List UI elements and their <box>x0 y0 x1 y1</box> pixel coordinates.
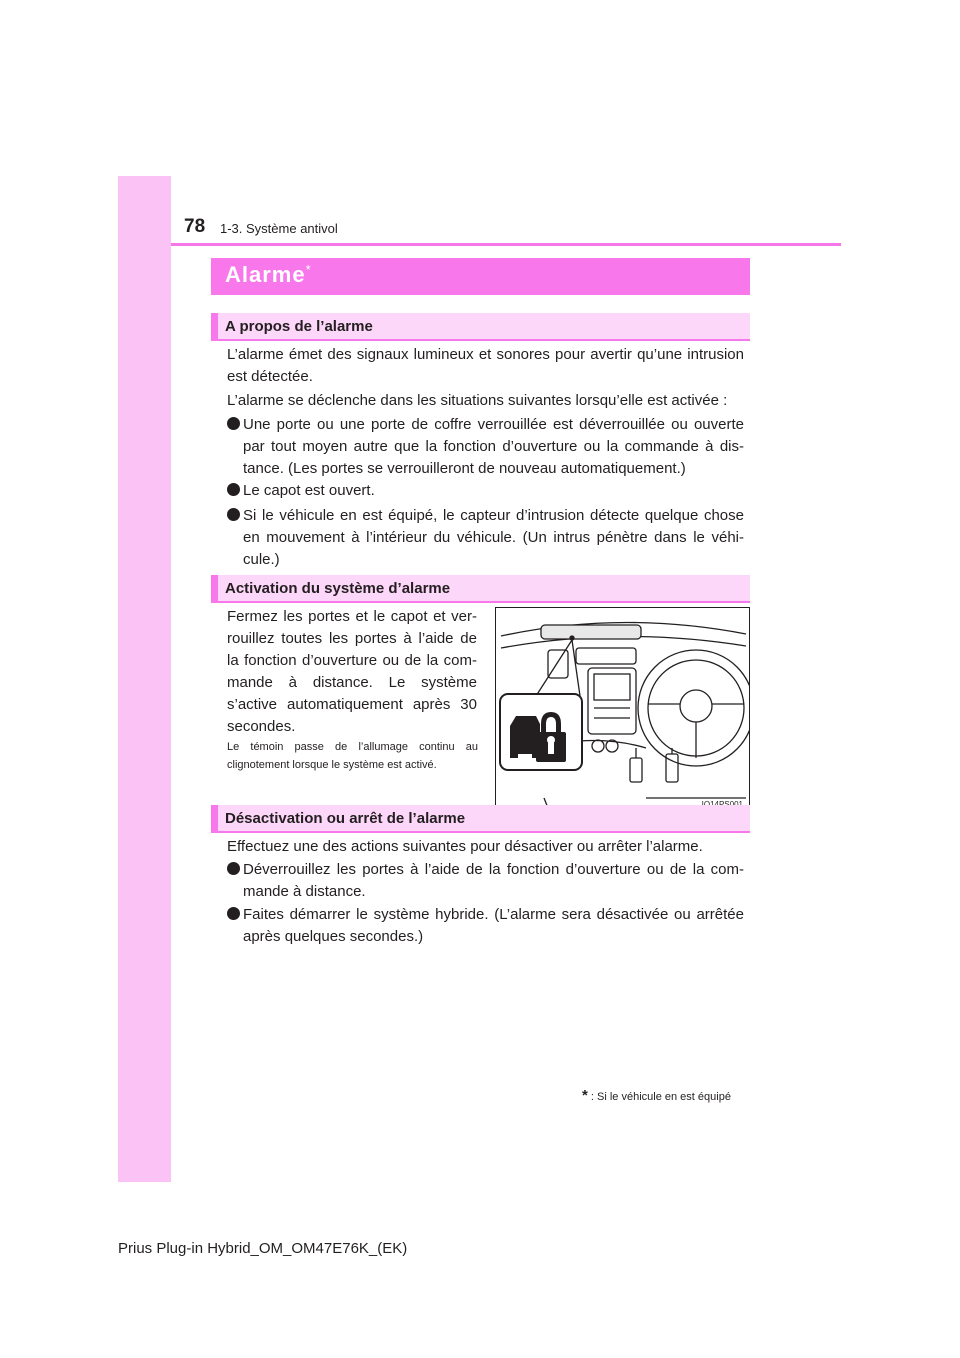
activation-text: Fermez les portes et le capot et ver-rouillez toutes les portes à l’aide de la fonction d’ouverture ou de la com-mande à distance. Le système s’active automatiquement après 30 secondes. <box>227 608 477 735</box>
subheading-deactivation <box>211 805 750 831</box>
footnote-asterisk: * <box>582 1087 588 1104</box>
title-bar <box>211 258 750 295</box>
footnote <box>582 1087 731 1104</box>
deactivation-bullet-2-text: Faites démarrer le système hybride. (L’alarme sera désactivée ou arrêtée après quelques secondes.) <box>243 906 744 945</box>
page-title-text: Alarme <box>225 262 306 287</box>
activation-note: Le témoin passe de l’allumage continu au clignotement lorsque le système est activé. <box>227 741 478 771</box>
page-number: 78 <box>184 216 206 237</box>
deactivation-bullet-1-text: Déverrouillez les portes à l’aide de la fonction d’ouverture ou de la com-mande à distance. <box>243 861 744 900</box>
side-tab <box>118 176 171 1182</box>
bullet-dot <box>227 417 240 430</box>
document-footer: Prius Plug-in Hybrid_OM_OM47E76K_(EK) <box>118 1240 408 1257</box>
subheading-about <box>211 313 750 339</box>
subheading-about-text: A propos de l’alarme <box>225 318 373 335</box>
dashboard-illustration <box>495 607 750 818</box>
about-bullet-2 <box>227 480 744 502</box>
about-bullet-1-text: Une porte ou une porte de coffre verrouillée est déverrouillée ou ouverte par tout moyen autre que la fonction d’ouverture ou la commande à dis-tance. (Les portes se verrouilleront de nouveau automatiquement.) <box>243 416 744 477</box>
subheading-deactivation-text: Désactivation ou arrêt de l’alarme <box>225 810 466 827</box>
subheading-activation-text: Activation du système d’alarme <box>225 580 451 597</box>
about-bullet-2-text: Le capot est ouvert. <box>243 482 375 499</box>
about-bullet-3-text: Si le véhicule en est équipé, le capteur d’intrusion détecte quelque chose en mouvement à l’intérieur du véhicule. (Un intrus pénètre dans le véhi-cule.) <box>243 507 744 568</box>
header-rule <box>171 243 841 246</box>
deactivation-bullet-1 <box>227 859 744 903</box>
about-bullet-3 <box>227 505 744 571</box>
about-lead: L’alarme se déclenche dans les situations suivantes lorsqu’elle est activée : <box>227 392 728 409</box>
footnote-text: : Si le véhicule en est équipé <box>590 1091 731 1103</box>
dashboard-drawing <box>496 608 749 817</box>
bullet-dot <box>227 862 240 875</box>
section-label: 1-3. Système antivol <box>220 221 338 236</box>
subheading-activation <box>211 575 750 601</box>
deactivation-intro: Effectuez une des actions suivantes pour désactiver ou arrêter l’alarme. <box>227 838 703 855</box>
page-title <box>225 262 312 288</box>
title-asterisk: * <box>305 262 312 277</box>
bullet-dot <box>227 508 240 521</box>
deactivation-bullet-2 <box>227 904 744 948</box>
bullet-dot <box>227 483 240 496</box>
bullet-dot <box>227 907 240 920</box>
about-bullet-1 <box>227 414 744 480</box>
about-intro: L’alarme émet des signaux lumineux et sonores pour avertir qu’une intrusion est détectée. <box>227 346 744 385</box>
